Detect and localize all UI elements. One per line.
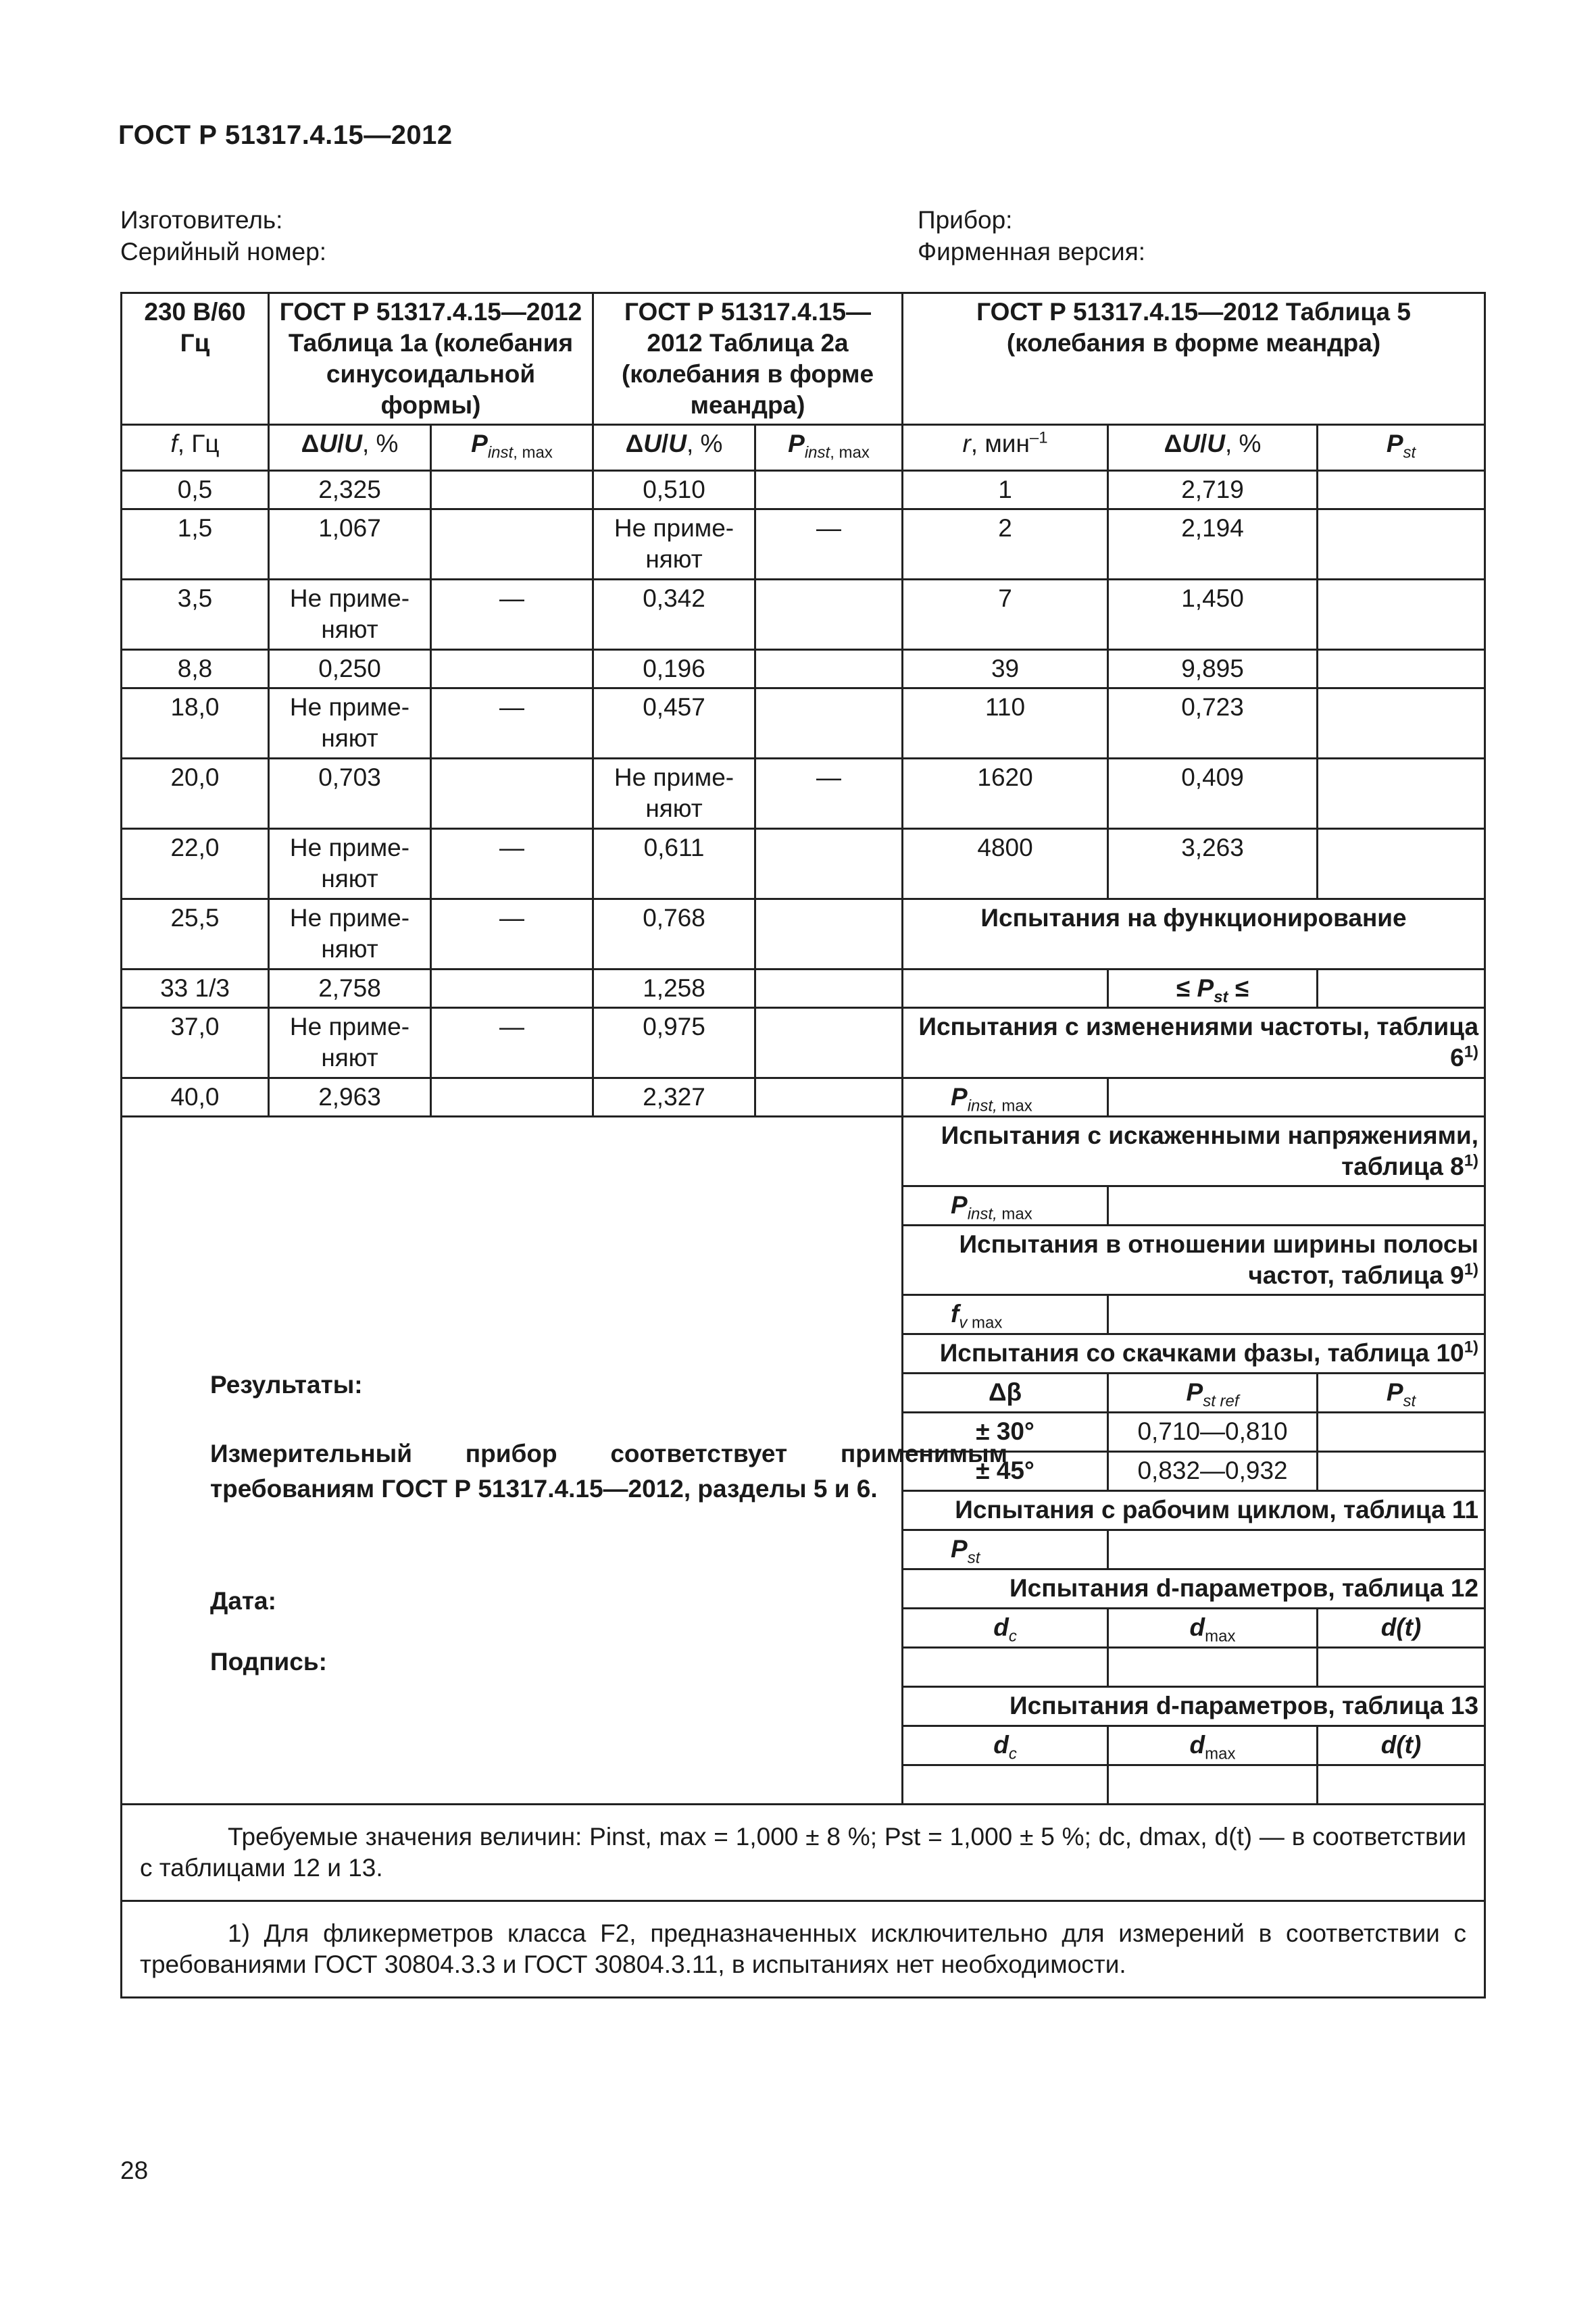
section-distorted [903,1117,1485,1186]
footnote-mark: 1) [1464,1151,1479,1170]
table5-r-cell: 1 [903,471,1108,509]
table2a-pinst-cell: — [755,759,903,829]
table1a-pinst-cell: — [431,829,593,899]
results-label: Результаты: [210,1371,363,1399]
freq-cell: 1,5 [122,509,269,580]
pst-value-cell [1318,1452,1485,1491]
table5-r-cell: 7 [903,580,1108,650]
subheader-pinst-1a: $P_{inst, max}$ [431,425,593,471]
functional-min-cell [903,970,1108,1008]
empty-value-cell [1108,1765,1318,1805]
freq-cell: 0,5 [122,471,269,509]
table1a-du-cell: 2,758 [269,970,431,1008]
footnote-mark: 1) [1464,1338,1479,1357]
pst-header: $P_{st}$ [1318,1374,1485,1413]
page-number: 28 [120,2157,149,2184]
table5-du-cell: 0,409 [1108,759,1318,829]
freq-cell: 37,0 [122,1008,269,1078]
table2a-du-cell: 0,457 [593,688,755,759]
table2a-pinst-cell [755,1078,903,1117]
footnote-mark: 1) [1464,1042,1479,1061]
pinst-label-freq-change: $P_{inst, max}$ [903,1078,1108,1117]
dmax-header-13: $d_{max}$ [1108,1726,1318,1765]
table1a-du-cell: Не приме- няют [269,688,431,759]
table2a-pinst-cell [755,688,903,759]
pst-label-duty: $P_{st}$ [903,1530,1108,1569]
table1a-pinst-cell [431,509,593,580]
table2a-pinst-cell [755,471,903,509]
table5-r-cell: 1620 [903,759,1108,829]
table2a-du-cell: 0,611 [593,829,755,899]
table2a-du-cell: 0,196 [593,650,755,688]
table5-du-cell: 9,895 [1108,650,1318,688]
firmware-label: Фирменная версия: [918,238,1146,266]
table5-du-cell: 3,263 [1108,829,1318,899]
table1a-pinst-cell: — [431,688,593,759]
table2a-pinst-cell [755,829,903,899]
table1a-du-cell: Не приме- няют [269,899,431,970]
dmax-header-12: $d_{max}$ [1108,1609,1318,1648]
freq-cell: 20,0 [122,759,269,829]
phase-angle-cell: ± 45° [903,1452,1108,1491]
table5-pst-cell [1318,580,1485,650]
fv-max-label: $f_{v max}$ [903,1295,1108,1334]
table1a-du-cell: 0,250 [269,650,431,688]
table2a-pinst-cell [755,1008,903,1078]
table1a-pinst-cell: — [431,580,593,650]
freq-cell: 8,8 [122,650,269,688]
serial-label: Серийный номер: [120,238,327,266]
date-label: Дата: [210,1587,276,1615]
header-table-1a: ГОСТ Р 51317.4.15—2012 Таблица 1а (колебания синусоидальной формы) [269,293,593,425]
empty-value-cell [1318,1648,1485,1687]
table2a-du-cell: 0,342 [593,580,755,650]
freq-cell: 3,5 [122,580,269,650]
value-cell [1108,1186,1485,1226]
table1a-pinst-cell: — [431,899,593,970]
table2a-du-cell: 0,510 [593,471,755,509]
table5-r-cell: 39 [903,650,1108,688]
subheader-pst: $P_{st}$ [1318,425,1485,471]
section-bandwidth [903,1226,1485,1295]
header-table-2a: ГОСТ Р 51317.4.15—2012 Таблица 2а (колебания в форме меандра) [593,293,903,425]
device-label: Прибор: [918,206,1013,234]
dt-header-13: d(t) [1318,1726,1485,1765]
table5-du-cell: 2,719 [1108,471,1318,509]
table2a-du-cell: Не приме- няют [593,509,755,580]
table1a-du-cell: 2,963 [269,1078,431,1117]
dc-header-13: $d_c$ [903,1726,1108,1765]
table2a-du-cell: 0,975 [593,1008,755,1078]
value-cell [1108,1078,1485,1117]
signature-label: Подпись: [210,1648,327,1676]
header-table-5: ГОСТ Р 51317.4.15—2012 Таблица 5 (колебания в форме меандра) [903,293,1485,425]
footnote-mark: 1) [1464,1260,1479,1279]
subheader-r: r, мин$^{-1}$ [903,425,1108,471]
subheader-frequency: f, Гц [122,425,269,471]
freq-cell: 22,0 [122,829,269,899]
f-symbol: f [170,430,178,457]
empty-value-cell [1108,1648,1318,1687]
table5-pst-cell [1318,759,1485,829]
table2a-pinst-cell: — [755,509,903,580]
section-title: Испытания на функционирование [980,904,1407,932]
table1a-du-cell: 1,067 [269,509,431,580]
table5-du-cell: 1,450 [1108,580,1318,650]
subheader-delta-u-2a: ΔU/U, % [593,425,755,471]
pst-ref-cell: 0,832—0,932 [1108,1452,1318,1491]
functional-pst-range: ≤ $P_{st}$ ≤ [1108,970,1318,1008]
table1a-pinst-cell [431,970,593,1008]
dc-header-12: $d_c$ [903,1609,1108,1648]
section-dparams13 [903,1687,1485,1726]
empty-value-cell [1318,1765,1485,1805]
freq-cell: 18,0 [122,688,269,759]
document-title: ГОСТ Р 51317.4.15—2012 [118,120,453,150]
subheader-delta-u-1a: ΔU/U, % [269,425,431,471]
pinst-label-distorted: $P_{inst, max}$ [903,1186,1108,1226]
table5-r-cell: 4800 [903,829,1108,899]
subheader-pinst-2a: $P_{inst, max}$ [755,425,903,471]
table5-pst-cell [1318,829,1485,899]
section-title: Испытания с рабочим циклом, таблица 11 [955,1496,1479,1524]
table1a-pinst-cell [431,759,593,829]
table1a-pinst-cell: — [431,1008,593,1078]
freq-cell: 33 1/3 [122,970,269,1008]
required-values-note: Требуемые значения величин: Pinst, max = 1,000 ± 8 %; Pst = 1,000 ± 5 %; dc, dmax, d(t) — в соответствии с таблицами 12 и 13. [122,1805,1485,1901]
section-title: Испытания d-параметров, таблица 13 [1009,1692,1479,1719]
table2a-du-cell: 2,327 [593,1078,755,1117]
table5-du-cell: 2,194 [1108,509,1318,580]
section-title: Испытания в отношении ширины полосы частот, таблица 9 [959,1230,1479,1289]
table5-du-cell: 0,723 [1108,688,1318,759]
value-cell [1108,1295,1485,1334]
section-freq-change [903,1008,1485,1078]
results-text: Измерительный прибор соответствует применимым требованиям ГОСТ Р 51317.4.15—2012, разделы 5 и 6. [210,1440,1007,1503]
table1a-du-cell: 0,703 [269,759,431,829]
table2a-pinst-cell [755,899,903,970]
functional-max-cell [1318,970,1485,1008]
header-voltage-freq: 230 В/60 Гц [122,293,269,425]
table1a-pinst-cell [431,1078,593,1117]
empty-value-cell [903,1765,1108,1805]
pst-value-cell [1318,1413,1485,1452]
subheader-delta-u-5: ΔU/U, % [1108,425,1318,471]
freq-cell: 25,5 [122,899,269,970]
table1a-du-cell: 2,325 [269,471,431,509]
table5-r-cell: 110 [903,688,1108,759]
pst-ref-cell: 0,710—0,810 [1108,1413,1318,1452]
table2a-pinst-cell [755,650,903,688]
section-title: Испытания с изменениями частоты, таблица 6 [918,1013,1479,1072]
phase-angle-cell: ± 30° [903,1413,1108,1452]
beta-header: Δβ [903,1374,1108,1413]
table5-pst-cell [1318,650,1485,688]
section-functional [903,899,1485,970]
table1a-du-cell: Не приме- няют [269,829,431,899]
value-cell [1108,1530,1485,1569]
table2a-du-cell: 0,768 [593,899,755,970]
table5-pst-cell [1318,688,1485,759]
freq-cell: 40,0 [122,1078,269,1117]
table1a-pinst-cell [431,471,593,509]
dt-header-12: d(t) [1318,1609,1485,1648]
table5-r-cell: 2 [903,509,1108,580]
table1a-du-cell: Не приме- няют [269,580,431,650]
section-title: Испытания с искаженными напряжениями, таблица 8 [941,1122,1479,1180]
test-report-table [120,292,1486,1998]
table1a-pinst-cell [431,650,593,688]
table2a-pinst-cell [755,580,903,650]
table1a-du-cell: Не приме- няют [269,1008,431,1078]
table2a-pinst-cell [755,970,903,1008]
table5-pst-cell [1318,471,1485,509]
section-title: Испытания со скачками фазы, таблица 10 [939,1339,1464,1367]
section-title: Испытания d-параметров, таблица 12 [1009,1574,1479,1602]
table2a-du-cell: Не приме- няют [593,759,755,829]
manufacturer-label: Изготовитель: [120,206,283,234]
table2a-du-cell: 1,258 [593,970,755,1008]
pst-ref-header: $P_{st ref}$ [1108,1374,1318,1413]
footnote: 1) Для фликерметров класса F2, предназначенных исключительно для измерений в соответствии с требованиями ГОСТ 30804.3.3 и ГОСТ 30804.3.11, в испытаниях нет необходимости. [122,1901,1485,1998]
table5-pst-cell [1318,509,1485,580]
